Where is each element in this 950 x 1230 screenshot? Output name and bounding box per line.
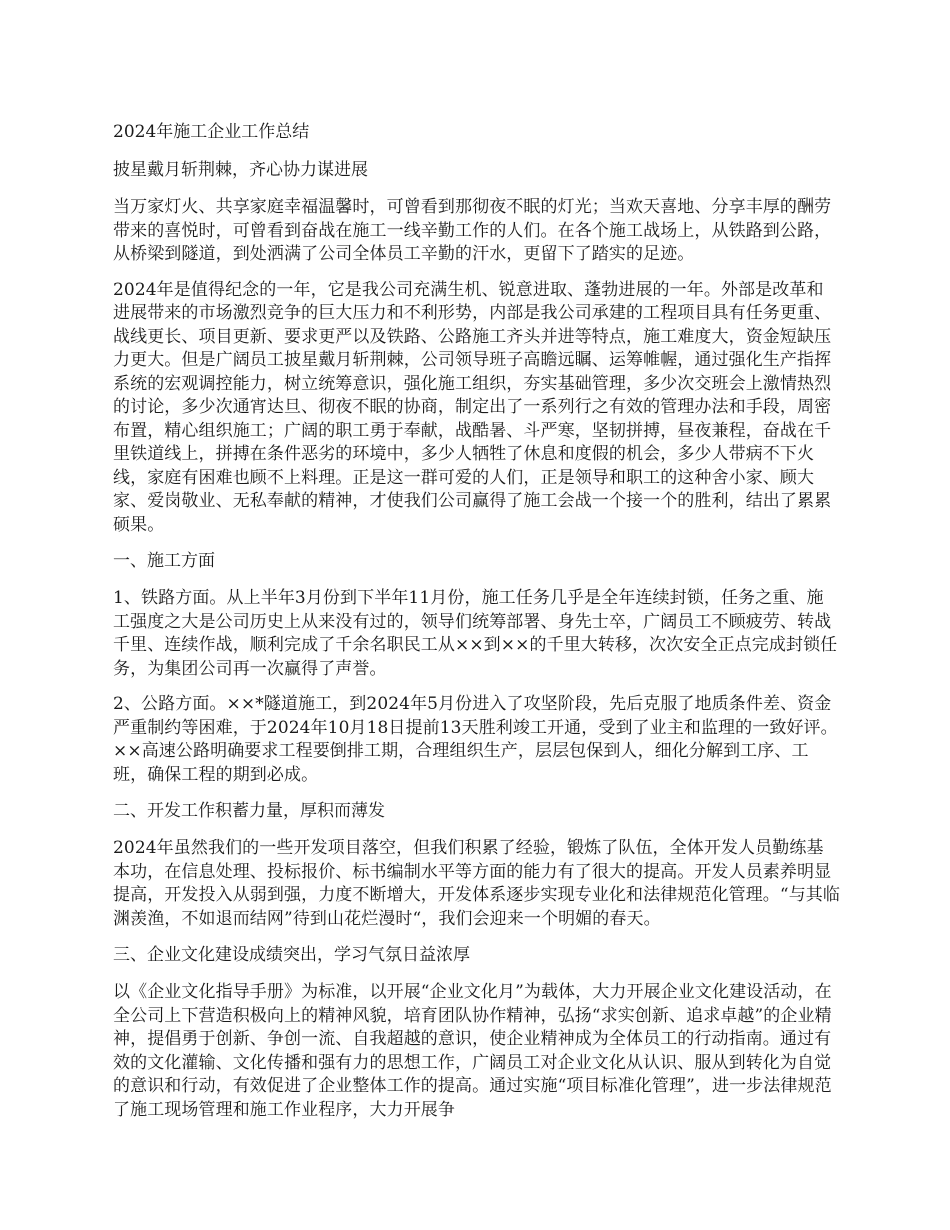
section3-paragraph: 以《企业文化指导手册》为标准，以开展“企业文化月”为载体，大力开展企业文化建设活动，在全公司上下营造积极向上的精神风貌，培育团队协作精神，弘扬“求实创新、追求卓越”的企业精神，提倡勇于创新、争创一流、自我超越的意识，使企业精神成为全体员工的行动指南。通过有效的文化灌输、文化传播和强有力的思想工作，广阔员工对企业文化从认识、服从到转化为自觉的意识和行动，有效促进了企业整体工作的提高。通过实施“项目标准化管理”，进一步法律规范了施工现场管理和施工作业程序，大力开展争 — [113, 982, 832, 1120]
document-title: 2024年施工企业工作总结 — [113, 122, 310, 142]
intro-paragraph-2: 2024年是值得纪念的一年，它是我公司充满生机、锐意进取、蓬勃进展的一年。外部是改革和进展带来的市场激烈竞争的巨大压力和不利形势，内部是我公司承建的工程项目具有任务更重、战线更长、项目更新、要求更严以及铁路、公路施工齐头并进等特点，施工难度大，资金短缺压力更大。但是广阔员工披星戴月斩荆棘，公司领导班子高瞻远瞩、运筹帷幄，通过强化生产指挥系统的宏观调控能力，树立统筹意识，强化施工组织，夯实基础管理，多少次交班会上激情热烈的讨论，多少次通宵达旦、彻夜不眠的协商，制定出了一系列行之有效的管理办法和手段，周密布置，精心组织施工；广阔的职工勇于奉献，战酷暑、斗严寒，坚韧拼搏，昼夜兼程，奋战在千里铁道线上，拼搏在条件恶劣的环境中，多少人牺牲了休息和度假的机会，多少人带病不下火线，家庭有困难也顾不上料理。正是这一群可爱的人们，正是领导和职工的这种舍小家、顾大家、爱岗敬业、无私奉献的精神，才使我们公司赢得了施工会战一个接一个的胜利，结出了累累硕果。 — [113, 279, 832, 535]
intro-paragraph-1: 当万家灯火、共享家庭幸福温馨时，可曾看到那彻夜不眠的灯光；当欢天喜地、分享丰厚的酬劳带来的喜悦时，可曾看到奋战在施工一线辛勤工作的人们。在各个施工战场上，从铁路到公路，从桥梁到隧道，到处洒满了公司全体员工辛勤的汗水，更留下了踏实的足迹。 — [113, 197, 832, 264]
document-page — [113, 120, 840, 1134]
section2-paragraph: 2024年虽然我们的一些开发项目落空，但我们积累了经验，锻炼了队伍，全体开发人员勤练基本功，在信息处理、投标报价、标书编制水平等方面的能力有了很大的提高。开发人员素养明显提高，开发投入从弱到强，力度不断增大，开发体系逐步实现专业化和法律规范化管理。“与其临渊羡渔，不如退而结网”待到山花烂漫时“，我们会迎来一个明媚的春天。 — [113, 838, 840, 929]
section-heading-culture: 三、企业文化建设成绩突出，学习气氛日益浓厚 — [113, 945, 470, 965]
section-heading-development: 二、开发工作积蓄力量，厚积而薄发 — [113, 801, 385, 821]
document-subtitle: 披星戴月斩荆棘，齐心协力谋进展 — [113, 160, 368, 180]
section1-paragraph-highway: 2、公路方面。××*隧道施工，到2024年5月份进入了攻坚阶段，先后克服了地质条件差、资金严重制约等困难，于2024年10月18日提前13天胜利竣工开通，受到了业主和监理的一致好评。××高速公路明确要求工程要倒排工期，合理组织生产，层层包保到人，细化分解到工序、工班，确保工程的期到必成。 — [113, 694, 838, 785]
section-heading-construction: 一、施工方面 — [113, 551, 215, 571]
section1-paragraph-railway: 1、铁路方面。从上半年3月份到下半年11月份，施工任务几乎是全年连续封锁，任务之重、施工强度之大是公司历史上从来没有过的，领导们统筹部署、身先士卒，广阔员工不顾疲劳、转战千里、连续作战，顺利完成了千余名职民工从××到××的千里大转移，次次安全正点完成封锁任务，为集团公司再一次赢得了声誉。 — [113, 588, 838, 679]
